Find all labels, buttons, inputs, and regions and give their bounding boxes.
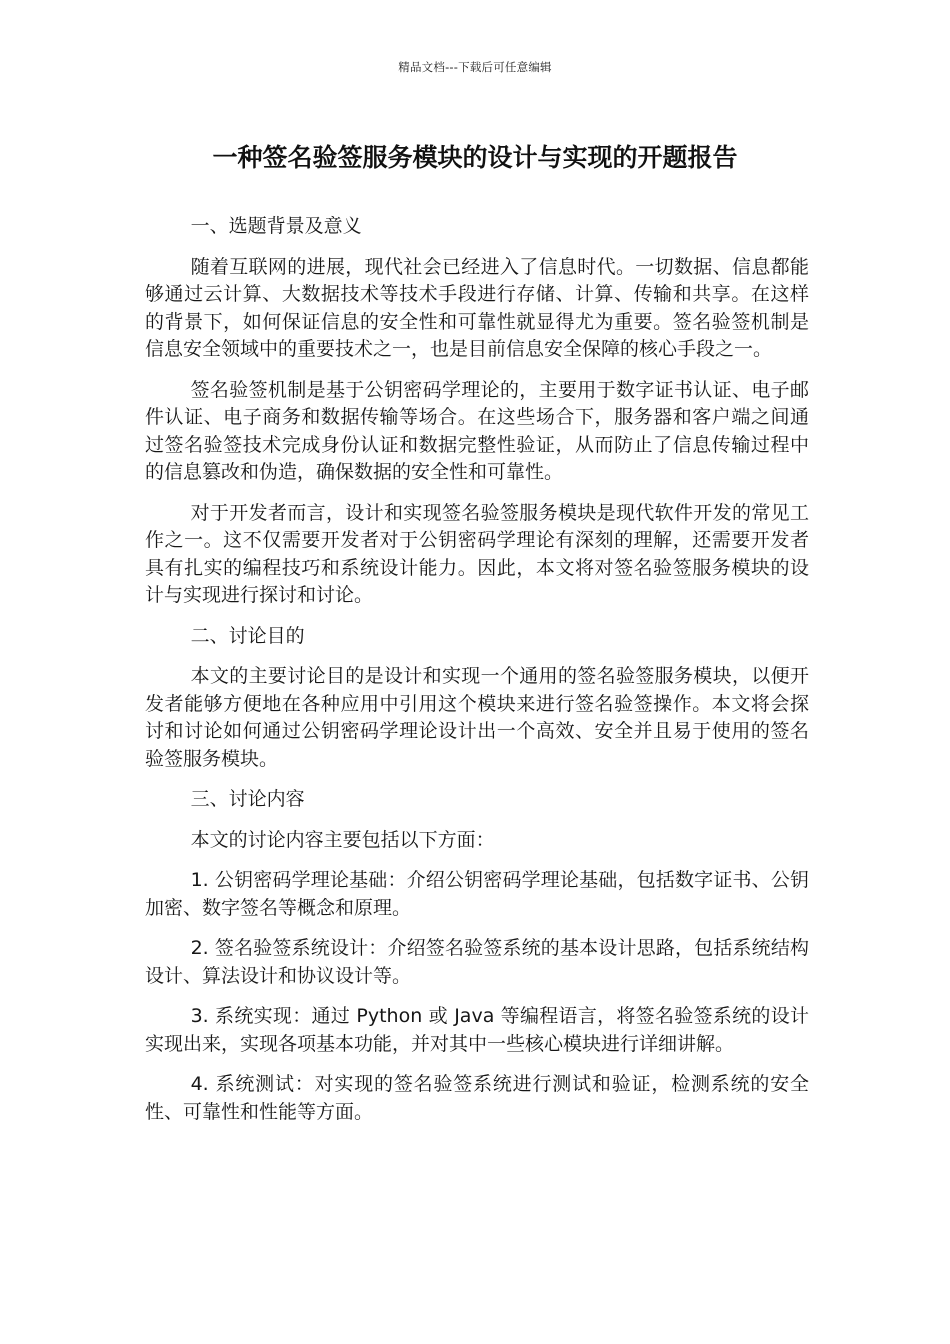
list-item-testing: 4. 系统测试：对实现的签名验签系统进行测试和验证，检测系统的安全性、可靠性和性能等方面。	[145, 1073, 809, 1123]
paragraph-background-1: 随着互联网的进展，现代社会已经进入了信息时代。一切数据、信息都能够通过云计算、大数据技术等技术手段进行存储、计算、传输和共享。在这样的背景下，如何保证信息的安全性和可靠性就显得尤为重要。签名验签机制是信息安全领域中的重要技术之一，也是目前信息安全保障的核心手段之一。	[145, 255, 809, 360]
paragraph-background-2: 签名验签机制是基于公钥密码学理论的，主要用于数字证书认证、电子邮件认证、电子商务和数据传输等场合。在这些场合下，服务器和客户端之间通过签名验签技术完成身份认证和数据完整性验证，从而防止了信息传输过程中的信息篡改和伪造，确保数据的安全性和可靠性。	[145, 378, 809, 483]
list-item-implementation: 3. 系统实现：通过 Python 或 Java 等编程语言，将签名验签系统的设计实现出来，实现各项基本功能，并对其中一些核心模块进行详细讲解。	[145, 1005, 809, 1055]
list-item-design: 2. 签名验签系统设计：介绍签名验签系统的基本设计思路，包括系统结构设计、算法设计和协议设计等。	[145, 937, 809, 987]
document-body	[145, 213, 809, 1139]
paragraph-content-intro: 本文的讨论内容主要包括以下方面：	[190, 828, 495, 851]
paragraph-background-3: 对于开发者而言，设计和实现签名验签服务模块是现代软件开发的常见工作之一。这不仅需要开发者对于公钥密码学理论有深刻的理解，还需要开发者具有扎实的编程技巧和系统设计能力。因此，本文将对签名验签服务模块的设计与实现进行探讨和讨论。	[145, 501, 809, 606]
document-title: 一种签名验签服务模块的设计与实现的开题报告	[212, 143, 738, 172]
list-item-theory: 1. 公钥密码学理论基础：介绍公钥密码学理论基础，包括数字证书、公钥加密、数字签名等概念和原理。	[145, 869, 809, 919]
section-heading-background: 一、选题背景及意义	[190, 215, 362, 237]
paragraph-purpose: 本文的主要讨论目的是设计和实现一个通用的签名验签服务模块，以便开发者能够方便地在各种应用中引用这个模块来进行签名验签操作。本文将会探讨和讨论如何通过公钥密码学理论设计出一个高效、安全并且易于使用的签名验签服务模块。	[145, 665, 809, 770]
section-heading-purpose: 二、讨论目的	[190, 624, 305, 647]
header-note: 精品文档---下载后可任意编辑	[398, 60, 552, 74]
section-heading-content: 三、讨论内容	[190, 788, 305, 810]
